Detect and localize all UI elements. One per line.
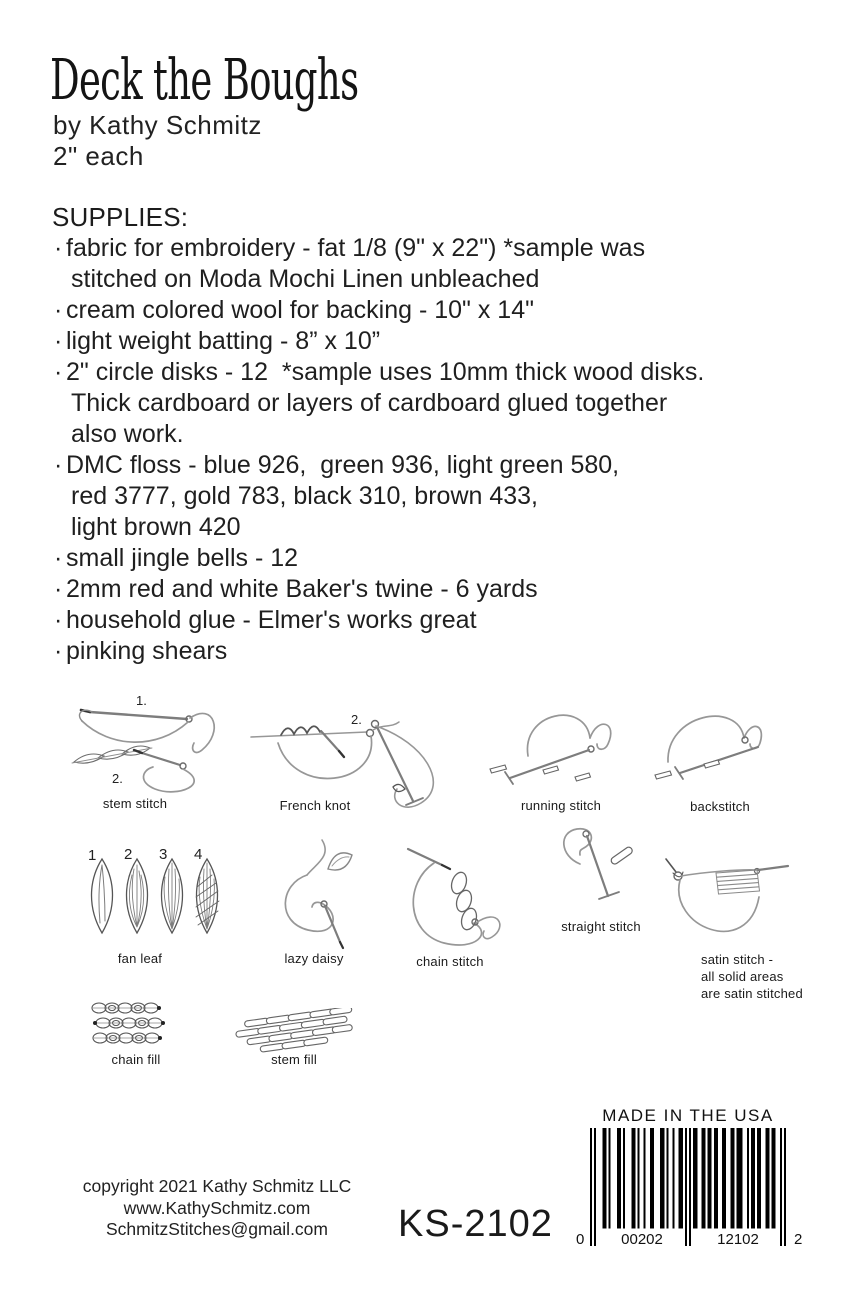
list-item [54,357,794,388]
list-item [54,574,794,605]
french-knot-step2: 2. [351,712,362,727]
fan-leaf-number-4: 4 [194,846,203,863]
made-in-usa-text: MADE IN THE USA [602,1106,774,1125]
list-item [54,388,794,419]
barcode-digit-check: 2 [794,1231,803,1248]
french-knot-drawing [245,693,460,811]
bullet: · [54,544,63,572]
satin-stitch-drawing [660,855,790,950]
contact-email: SchmitzStitches@gmail.com [106,1219,328,1239]
byline: by Kathy Schmitz [53,110,262,140]
barcode-digits-left: 00202 [600,1231,684,1248]
stem-stitch-drawing [62,692,232,797]
list-item-text: household glue - Elmer's works great [66,606,477,634]
list-item [54,264,794,295]
satin-stitch-label-line3: are satin stitched [701,986,803,1001]
list-item-text: DMC floss - blue 926, green 936, light green 580, [66,451,620,479]
list-item-text: cream colored wool for backing - 10" x 14" [66,296,534,324]
page-title: Deck the Boughs [50,48,359,113]
website-url: www.KathySchmitz.com [123,1197,311,1218]
bullet: · [54,358,63,386]
list-item [54,543,794,574]
french-knot-label: French knot [279,798,351,813]
list-item-text: 2mm red and white Baker's twine - 6 yards [66,575,538,603]
copyright-block [62,1176,372,1241]
supplies-heading: SUPPLIES: [52,202,189,232]
satin-stitch-label-line2: all solid areas [701,969,784,984]
bullet: · [54,451,63,479]
finished-size: 2" each [53,141,144,171]
list-item-text: pinking shears [66,637,228,665]
stem-stitch-step2: 2. [112,771,123,786]
running-stitch-label: running stitch [520,798,602,813]
list-item-text: also work. [71,420,184,448]
straight-stitch-drawing [550,824,640,912]
bullet: · [54,575,63,603]
list-item-text: light brown 420 [71,513,241,541]
fan-leaf-number-3: 3 [159,846,168,863]
lazy-daisy-drawing [272,838,357,950]
backstitch-label: backstitch [690,799,750,814]
bullet: · [54,296,63,324]
list-item-text: small jingle bells - 12 [66,544,299,572]
supplies-list [54,233,794,667]
list-item [54,450,794,481]
list-item [54,233,794,264]
straight-stitch-label: straight stitch [561,919,641,934]
list-item-text: light weight batting - 8” x 10” [66,327,381,355]
chain-stitch-drawing [402,843,527,955]
fan-leaf-label: fan leaf [117,951,163,966]
list-item [54,419,794,450]
list-item [54,295,794,326]
list-item [54,326,794,357]
satin-stitch-label [701,951,803,1002]
fan-leaf-number-1: 1 [88,847,97,864]
stem-stitch-step1: 1. [136,693,147,708]
list-item-text: 2" circle disks - 12 *sample uses 10mm thick wood disks. [66,358,705,386]
chain-fill-label: chain fill [111,1052,161,1067]
chain-stitch-label: chain stitch [416,954,484,969]
bullet: · [54,234,63,262]
list-item-text: Thick cardboard or layers of cardboard glued together [71,389,668,417]
stem-stitch-label: stem stitch [102,796,168,811]
bullet: · [54,327,63,355]
copyright-line: copyright 2021 Kathy Schmitz LLC [82,1176,352,1196]
sku: KS-2102 [398,1203,553,1245]
stem-fill-drawing [232,1008,362,1053]
barcode [590,1128,786,1246]
satin-stitch-label-line1: satin stitch - [701,952,774,967]
list-item [54,605,794,636]
lazy-daisy-label: lazy daisy [284,951,344,966]
stem-fill-label: stem fill [271,1052,317,1067]
list-item-text: fabric for embroidery - fat 1/8 (9" x 22") *sample was [66,234,646,262]
list-item-text: stitched on Moda Mochi Linen unbleached [71,265,540,293]
list-item [54,636,794,667]
fan-leaf-number-2: 2 [124,846,133,863]
chain-fill-drawing [86,998,191,1053]
list-item [54,481,794,512]
backstitch-drawing [652,700,787,795]
bullet: · [54,606,63,634]
list-item [54,512,794,543]
barcode-digits-right: 12102 [696,1231,780,1248]
running-stitch-drawing [488,698,628,798]
barcode-digit-system: 0 [576,1231,585,1248]
list-item-text: red 3777, gold 783, black 310, brown 433, [71,482,539,510]
bullet: · [54,637,63,665]
